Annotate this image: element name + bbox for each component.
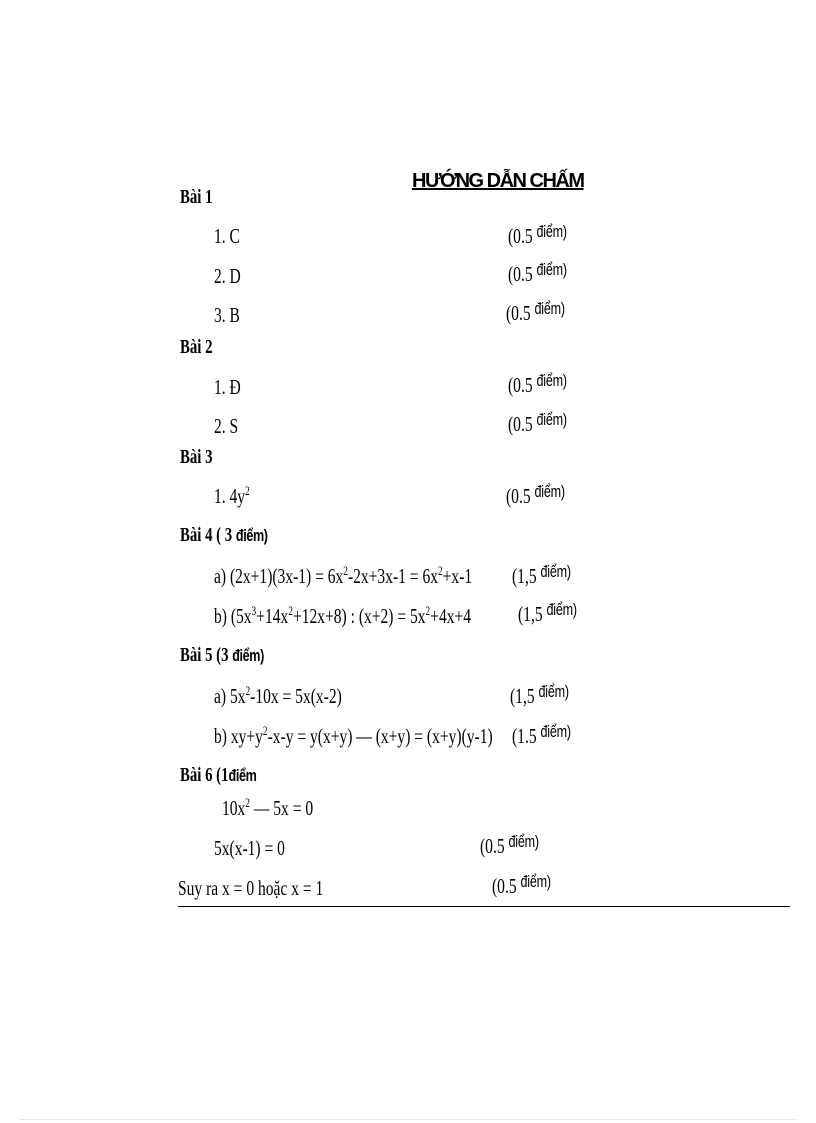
answer-item: 1. C [214,224,240,248]
page-title: HƯỚNG DẪN CHẤM [412,170,584,192]
answer-item: 1. Đ [214,375,241,399]
score-label: (0.5 $^{điểm)}$ [480,832,539,858]
score-label: (0.5 $^{điểm)}$ [508,222,567,248]
answer-item: 3. B [214,303,240,327]
section-heading-bai3: Bài 3 [180,446,213,468]
score-label: (1,5 $^{điểm)}$ [510,682,569,708]
score-label: (1,5 $^{điểm)}$ [512,562,571,588]
score-label: (0.5 $^{điểm)}$ [492,872,551,898]
score-label: (0.5 $^{điểm)}$ [506,299,565,325]
score-label: (1.5 $^{điểm)}$ [512,722,571,748]
score-label: (0.5 $^{điểm)}$ [508,410,567,436]
section-heading-bai1: Bài 1 [180,186,213,208]
score-label: (0.5 $^{điểm)}$ [506,482,565,508]
score-label: (0.5 $^{điểm)}$ [508,371,567,397]
answer-item: 2. S [214,414,239,438]
score-label: (1,5 $^{điểm)}$ [518,600,577,626]
answer-item: b) $(5x^3+14x^2+12x+8)$ : $(x+2) = 5x^2+4x+4$ [214,604,472,628]
answer-item: 2. D [214,264,241,288]
section-heading-bai6: Bài 6 (1điểm [180,764,257,786]
answer-item: a) $(2x+1)(3x-1) = 6x^2-2x+3x-1 = 6x^2+x-1$ [214,564,473,588]
solution-step: 5x(x-1) = 0 [214,836,285,860]
answer-item: b) $xy+y^2-x-y = y(x+y)$ — (x+y) = (x+y)(y-1) [214,724,493,748]
answer-item: a) $5x^2-10x = 5x(x-2)$ [214,684,342,708]
section-heading-bai5: Bài 5 (3 điểm) [180,644,264,666]
answer-item: 1. $4y^2$ [214,484,250,508]
solution-conclusion: Suy ra x = 0 hoặc x = 1 [178,876,324,900]
section-heading-bai2: Bài 2 [180,336,213,358]
score-label: (0.5 $^{điểm)}$ [508,260,567,286]
section-heading-bai4: Bài 4 ( 3 điểm) [180,524,268,546]
solution-step: $10x^2$ — 5x = 0 [222,796,314,820]
page-bottom-dotted-line [20,1119,796,1120]
horizontal-rule [178,906,790,907]
